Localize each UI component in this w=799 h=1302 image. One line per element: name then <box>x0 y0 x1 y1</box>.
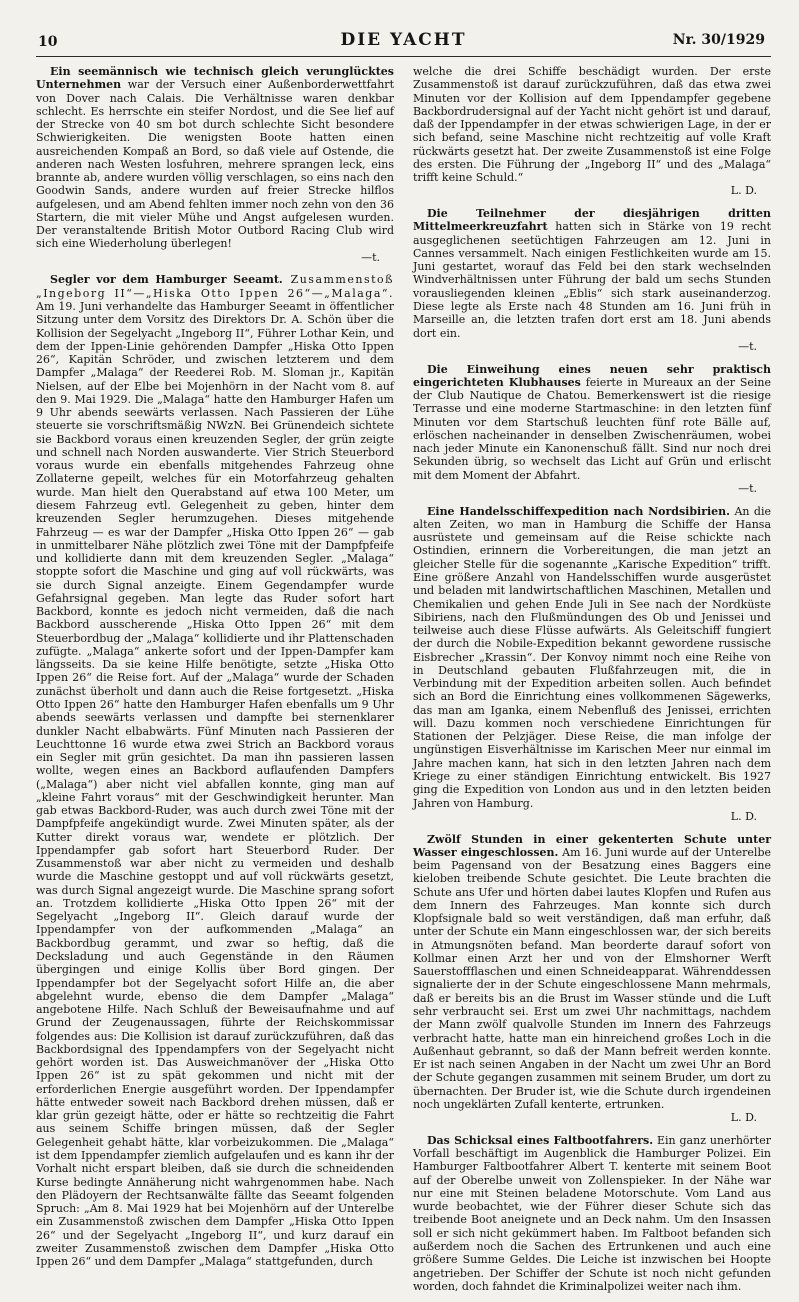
article-signature: —t. <box>738 339 757 353</box>
magazine-title: DIE YACHT <box>340 30 467 50</box>
article-mediterranean-cruise <box>413 207 771 353</box>
article-body: feierte in Mureaux an der Seine der Club Nautique de Chatou. Bemerkenswert ist die riesige Terrasse und eine moderne Startmaschine: in den letzten fünf Minuten vor dem Startschuß leuchten fünf rote Bälle auf, erlöschen nacheinander in denselben Zwischenräumen, wobei nach jeder Minute ein Kanonenschuß fällt. Sind nur noch drei Sekunden übrig, so wechselt das Licht auf Grün und erlischt mit dem Moment der Abfahrt. <box>413 375 771 482</box>
article-siberia-expedition <box>413 505 771 824</box>
article-body: An die alten Zeiten, wo man in Hamburg die Schiffe der Hansa ausrüstete und gemeinsam auf die Reise schickte nach Ostindien, erinnern die Vorbereitungen, die man jetzt an gleicher Stelle für die sogenannte „Karische Expedition“ trifft. Eine größere Anzahl von Handelsschiffen wurde ausgerüstet und beladen mit landwirtschaftlichen Maschinen, Metallen und Chemikalien und gehen Ende Juli in See nach der Nordküste Sibiriens, nach den Flußmündungen des Ob und Jenissei und teilweise auch diese Flüsse aufwärts. Als Geleitschiff fungiert der durch die Nobile-Expedition bekannt gewordene russische Eisbrecher „Krassin“. Der Konvoy nimmt noch eine Reihe von in Deutschland gebauten Flußfahrzeugen mit, die in Verbindung mit der Expedition arbeiten sollen. Auch befindet sich an Bord die Einrichtung eines vollkommenen Sägewerks, das man am Iganka, einem Nebenfluß des Jenissei, errichten will. Dazu kommen noch verschiedene Einrichtungen für Stationen der Pelzjäger. Diese Reise, die man infolge der ungünstigen Eisverhältnisse im Karischen Meer nur einmal im Jahre machen kann, hat sich in den letzten Jahren nach dem Kriege zu einer ständigen Einrichtung entwickelt. Bis 1927 ging die Expedition von London aus und in den letzten beiden Jahren von Hamburg. <box>413 504 771 810</box>
article-headline: Die Teilnehmer der diesjährigen dritten Mittelmeerkreuzfahrt <box>413 207 771 234</box>
article-body: hatten sich in Stärke von 19 recht ausgeglichenen seetüchtigen Fahrzeugen am 12. Juni in Cannes versammelt. Nach einigen Festlichkeiten wurde am 15. Juni gestartet, worauf das Feld bei den stark wechselnden Windverhältnissen unter Führung der bald um sechs Stunden vorausliegenden kleinen „Eblis“ sich stark auseinanderzog. Diese legte als Erste nach 48 Stunden am 16. Juni früh in Marseille an, die letzten trafen dort erst am 18. Juni abends dort ein. <box>413 220 771 340</box>
right-column <box>413 65 771 1302</box>
article-clubhouse-opening <box>413 363 771 496</box>
article-body: welche die drei Schiffe beschädigt wurden. Der erste Zusammenstoß ist darauf zurückzuführen, daß das etwa zwei Minuten vor der Kollision auf dem Ippendampfer gegebene Backbordrudersignal auf der Yacht nicht gehört ist und darauf, daß der Ippendampfer in der etwas schwierigen Lage, in der er sich befand, seine Maschine nicht rechtzeitig auf volle Kraft rückwärts gesetzt hat. Der zweite Zusammenstoß ist eine Folge des ersten. Die Führung der „Ingeborg II“ und des „Malaga“ trifft keine Schuld.“ <box>413 65 771 185</box>
article-signature: —t. <box>361 250 380 264</box>
article-signature: L. D. <box>730 1111 757 1125</box>
article-seeamt-continued <box>413 65 771 198</box>
page-header <box>36 26 771 57</box>
article-headline: Ein seemännisch wie technisch gleich verunglücktes Unternehmen <box>36 65 394 92</box>
page-number: 10 <box>38 34 58 50</box>
article-body: Ein ganz unerhörter Vorfall beschäftigt im Augenblick die Hamburger Polizei. Ein Hamburger Faltbootfahrer Albert T. kenterte mit seinem Boot auf der Oberelbe unweit von Zollenspieker. In der Nähe war nur eine mit Steinen beladene Motorschute. Vom Land aus wurde beobachtet, wie der Führer dieser Schute sich das treibende Boot aneignete und an Deck nahm. Um den Insassen soll er sich nicht gekümmert haben. Im Faltboot befanden sich außerdem noch die Sachen des Ertrunkenen und auch eine größere Summe Geldes. Die Leiche ist inzwischen bei Hoopte angetrieben. Der Schiffer der Schute ist noch nicht gefunden worden, doch fahndet die Kriminalpolizei weiter nach ihm. <box>413 1133 771 1293</box>
article-signature: —t. <box>738 481 757 495</box>
left-column <box>36 65 394 1302</box>
article-dover-calais-race <box>36 65 394 264</box>
article-folding-boat <box>413 1134 771 1293</box>
article-signature: L. D. <box>730 809 757 823</box>
article-signature: L. D. <box>730 184 757 198</box>
article-headline: Zwölf Stunden in einer gekenterten Schute unter Wasser eingeschlossen. <box>413 832 771 859</box>
article-headline: Die Einweihung eines neuen sehr praktisch eingerichteten Klubhauses <box>413 362 771 389</box>
article-body: Am 19. Juni verhandelte das Hamburger Seeamt in öffentlicher Sitzung unter dem Vorsitz des Direktors Dr. A. Schön über die Kollision der Segelyacht „Ingeborg II“, Führer Lothar Kein, und dem der Ippen-Linie gehörenden Dampfer „Hiska Otto Ippen 26“, Kapitän Schröder, und zwischen letzterem und dem Dampfer „Malaga“ der Reederei Rob. M. Sloman jr., Kapitän Nielsen, auf der Elbe bei Mojenhörn in der Nacht vom 8. auf den 9. Mai 1929. Die „Malaga“ hatte den Hamburger Hafen um 9 Uhr abends seewärts verlassen. Nach Passieren der Lühe steuerte sie vorschriftsmäßig NWzN. Bei Grünendeich sichtete sie Backbord voraus einen kreuzenden Segler, der grün zeigte und schnell nach Norden auswanderte. Vier Strich Steuerbord voraus wurde ein ebenfalls mitgehendes Fahrzeug ohne Zollaterne gepeilt, welches für ein Motorfahrzeug gehalten wurde. Man hielt den Querabstand auf etwa 100 Meter, um diesem Fahrzeug evtl. Gelegenheit zu geben, hinter dem kreuzenden Segler herumzugehen. Dieses mitgehende Fahrzeug — es war der Dampfer „Hiska Otto Ippen 26“ — gab in unmittelbarer Nähe plötzlich zwei Töne mit der Dampfpfeife und kollidierte dann mit dem kreuzenden Segler. „Malaga“ stoppte sofort die Maschine und ging auf voll rückwärts, was sie durch Signal anzeigte. Einem Gegendampfer wurde Gefahrsignal gegeben. Man legte das Ruder sofort hart Backbord, konnte es jedoch nicht vermeiden, daß die nach Backbord ausscherende „Hiska Otto Ippen 26“ mit dem Steuerbordbug der „Malaga“ kollidierte und ihr Plattenschaden zufügte. „Malaga“ ankerte sofort und der Ippen-Dampfer kam längsseits. Da sie keine Hilfe benötigte, setzte „Hiska Otto Ippen 26“ die Reise fort. Auf der „Malaga“ wurde der Schaden zunächst überholt und dann auch die Reise fortgesetzt. „Hiska Otto Ippen 26“ hatte den Hamburger Hafen ebenfalls um 9 Uhr abends seewärts verlassen und dampfte bei sternenklarer dunkler Nacht elbabwärts. Fünf Minuten nach Passieren der Leuchttonne 16 wurde etwa zwei Strich an Backbord voraus ein Segler mit grün gesichtet. Da man ihn passieren lassen wollte, wegen eines an Backbord auflaufenden Dampfers („Malaga“) aber nicht viel abfallen konnte, ging man auf „kleine Fahrt voraus“ mit der Geschwindigkeit herunter. Man gab etwas Backbord-Ruder, was auch durch zwei Töne mit der Dampfpfeife angekündigt wurde. Zwei Minuten später, als der Kutter direkt voraus war, wendete er plötzlich. Der Ippendampfer gab sofort hart Steuerbord Ruder. Der Zusammenstoß war aber nicht zu vermeiden und deshalb wurde die Maschine gestoppt und auf voll rückwärts gesetzt, was durch Signal angezeigt wurde. Die Maschine sprang sofort an. Trotzdem kollidierte „Hiska Otto Ippen 26“ mit der Segelyacht „Ingeborg II“. Gleich darauf wurde der Ippendampfer von der aufkommenden „Malaga“ an Backbordbug gerammt, und zwar so heftig, daß die Decksladung und auch Gegenstände in den Räumen übergingen und einige Kollis über Bord gingen. Der Ippendampfer bot der Segelyacht sofort Hilfe an, die aber abgelehnt wurde, ebenso die dem Dampfer „Malaga“ angebotene Hilfe. Nach Schluß der Beweisaufnahme und auf Grund der Zeugenaussagen, führte der Reichskommissar folgendes aus: Die Kollision ist darauf zurückzuführen, daß das Backbordsignal des Ippendampfers von der Segelyacht nicht gehört worden ist. Das Ausweichmanöver der „Hiska Otto Ippen 26“ ist zu spät gekommen und nicht mit der erforderlichen Energie ausgeführt worden. Der Ippendampfer hätte entweder soweit nach Backbord drehen müssen, daß er klar grün gezeigt hätte, oder er hätte so rechtzeitig die Fahrt aus seinem Schiffe bringen müssen, daß der Segler Gelegenheit gehabt hätte, klar vorbeizukommen. Die „Malaga“ ist dem Ippendampfer ziemlich aufgelaufen und es kann ihr der Vorhalt nicht erspart bleiben, daß sie durch die schneidenden Kurse bedingte Annäherung nicht wahrgenommen habe. Nach den Plädoyern der Rechtsanwälte fällte das Seeamt folgenden Spruch: „Am 8. Mai 1929 hat bei Mojenhörn auf der Unterelbe ein Zusammenstoß zwischen dem Dampfer „Hiska Otto Ippen 26“ und der Segelyacht „Ingeborg II“, und kurz darauf ein zweiter Zusammenstoß zwischen dem Dampfer „Hiska Otto Ippen 26“ und dem Dampfer „Malaga“ stattgefunden, durch <box>36 300 394 1269</box>
article-headline: Segler vor dem Hamburger Seeamt. <box>50 273 283 287</box>
issue-number: Nr. 30/1929 <box>672 32 765 48</box>
article-headline: Das Schicksal eines Faltbootfahrers. <box>427 1133 654 1147</box>
article-capsized-barge <box>413 833 771 1125</box>
article-headline: Eine Handelsschiffexpedition nach Nordsibirien. <box>427 504 731 518</box>
text-columns <box>36 65 771 1302</box>
article-seeamt-hearing <box>36 273 394 1268</box>
article-body: Am 16. Juni wurde auf der Unterelbe beim Pagensand von der Besatzung eines Baggers eine kieloben treibende Schute gesichtet. Die Leute brachten die Schute ans Ufer und hörten dabei lautes Klopfen und Rufen aus dem Innern des Fahrzeuges. Man konnte sich durch Klopfsignale bald so weit verständigen, daß man erfuhr, daß unter der Schute ein Mann eingeschlossen war, der sich bereits in Atmungsnöten befand. Man beorderte darauf sofort von Kollmar einen Arzt her und von der Elmshorner Werft Sauerstoffflaschen und einen Schneideapparat. Währenddessen signalierte der in der Schute eingeschlossene Mann mehrmals, daß er bereits bis an die Brust im Wasser stünde und die Luft sehr verbraucht sei. Erst um zwei Uhr nachmittags, nachdem der Mann zwölf qualvolle Stunden im Innern des Fahrzeugs verbracht hatte, hatte man ein hinreichend großes Loch in die Außenhaut gebrannt, so daß der Mann befreit werden konnte. Er ist nach seinen Angaben in der Nacht um zwei Uhr an Bord der Schute gegangen zusammen mit seinem Bruder, um dort zu übernachten. Der Bruder ist, wie die Schute durch irgendeinen noch ungeklärten Zufall kenterte, ertrunken. <box>413 845 771 1111</box>
article-subhead: Zusammenstoß „Ingeborg II“—„Hiska Otto Ippen 26“—„Malaga“. <box>36 273 394 300</box>
article-body: war der Versuch einer Außenborderwettfahrt von Dover nach Calais. Die Verhältnisse waren denkbar schlecht. Es herrschte ein steifer Nordost, und die See lief auf der Strecke von 40 sm bot durch schlechte Sicht besondere Schwierigkeiten. Die wenigsten Boote hatten einen ausreichenden Kompaß an Bord, so daß viele auf Ostende, die anderen nach Westen losfuhren, mehrere sprangen leck, eins brannte ab, andere wurden völlig verschlagen, so eins nach den Goodwin Sands, andere wurden auf freier Strecke hilflos aufgelesen, und am Abend fehlten immer noch zehn von den 36 Startern, die mit vieler Mühe und Angst aufgelesen wurden. Der veranstaltende British Motor Outbord Racing Club wird sich eine Wiederholung überlegen! <box>36 78 394 251</box>
